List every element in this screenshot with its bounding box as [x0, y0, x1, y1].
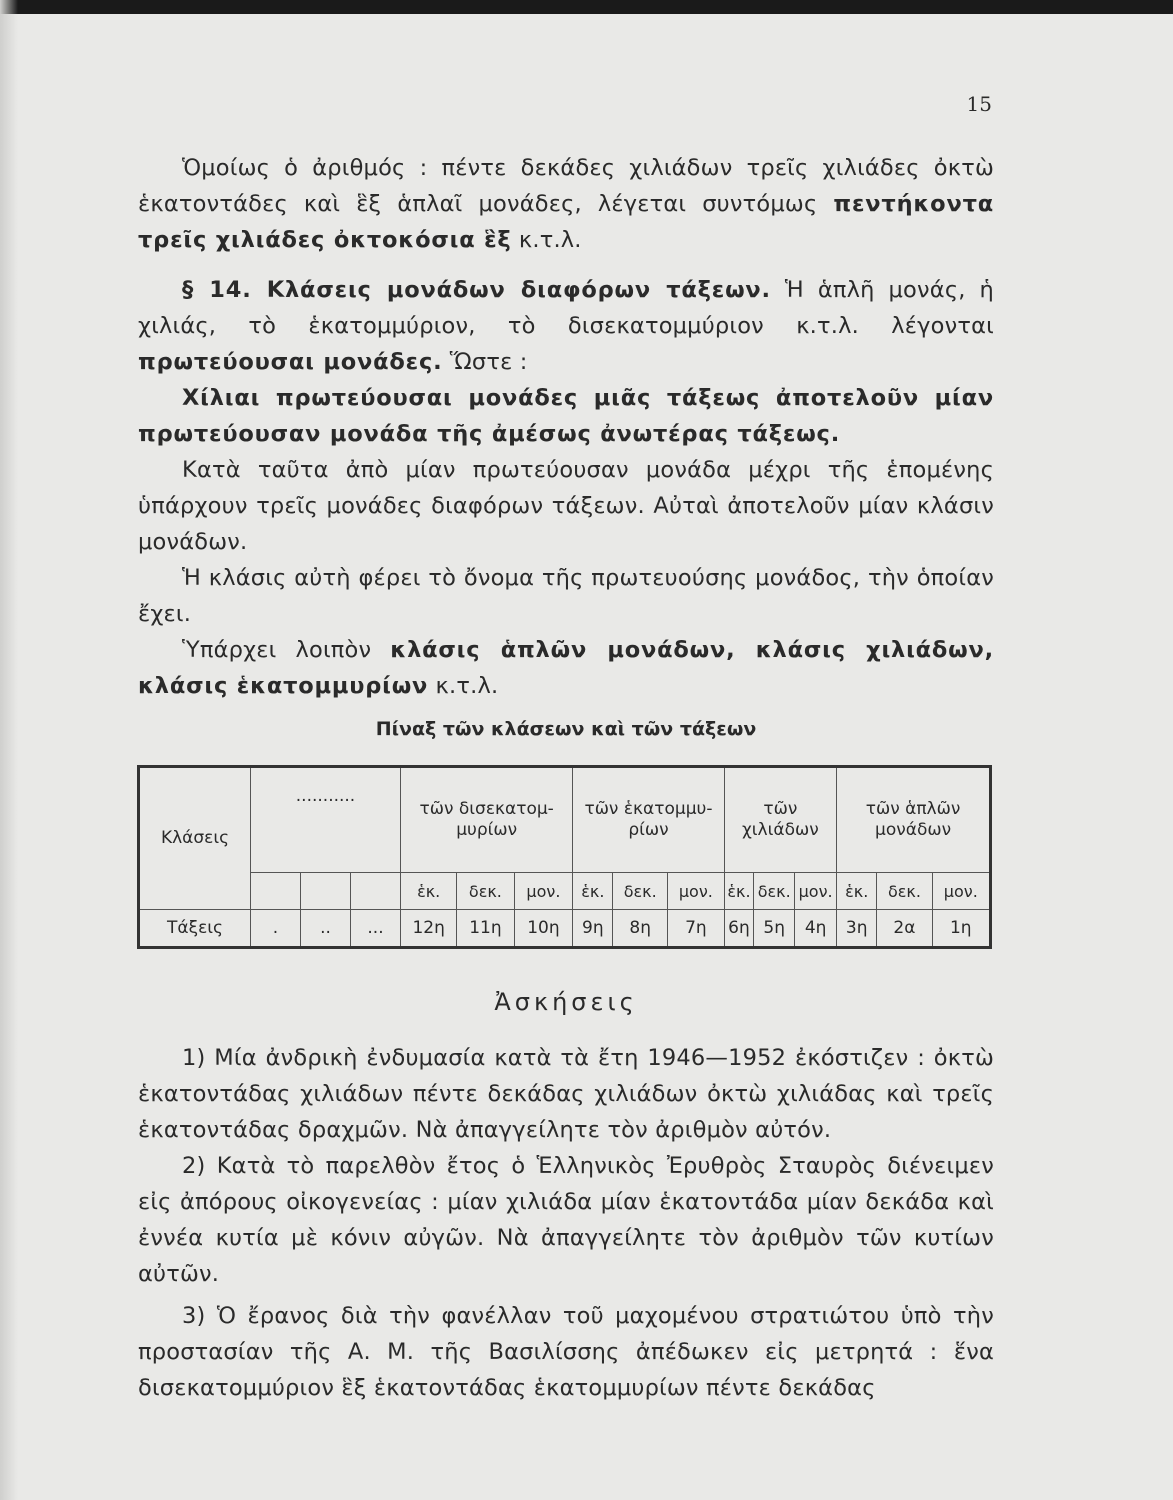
- bold-text: κλάσις ἁπλῶν μονάδων, κλάσις χιλιάδων, κλάσις ἑκατομμυρίων: [138, 637, 994, 699]
- table-caption: Πίναξ τῶν κλάσεων καὶ τῶν τάξεων: [375, 718, 757, 740]
- text-run: Ἡ ἁπλῆ μονάς, ἡ χιλιάς, τὸ ἑκατομμύριον, τὸ δισεκατομμύριον κ.τ.λ. λέγονται: [138, 277, 994, 339]
- table-orders-row: [139, 910, 991, 948]
- classes-orders-table: [137, 765, 992, 949]
- subhead-cell: μον.: [514, 873, 573, 910]
- text-run: Ἡ κλάσις αὐτὴ φέρει τὸ ὄνομα τῆς πρωτευούσης μονάδος, τὴν ὁποίαν ἔχει.: [138, 565, 994, 627]
- exercise-1: 1) Μία ἀνδρικὴ ἐνδυμασία κατὰ τὰ ἔτη 1946—1952 ἐκόστιζεν : ὀκτὼ ἑκατοντάδας χιλιάδων πέντε δεκάδας χιλιάδων ὀκτὼ χιλιάδας καὶ τρεῖς ἑκατοντάδας δραχμῶν. Νὰ ἀπαγγείλητε τὸν ἀριθμὸν αὐτόν.: [138, 1045, 994, 1143]
- subhead-cell: ἑκ.: [573, 873, 613, 910]
- class-millions: τῶν ἑκατομμυ- ρίων: [573, 767, 724, 873]
- order-cell: 5η: [754, 910, 795, 948]
- order-cell: 10η: [514, 910, 573, 948]
- text-run: κ.τ.λ.: [428, 673, 499, 699]
- blank-cell: [351, 873, 401, 910]
- order-cell: 7η: [668, 910, 724, 948]
- order-cell: 9η: [573, 910, 613, 948]
- row-label-classes: Κλάσεις: [139, 767, 251, 910]
- table-header-row: [139, 767, 991, 873]
- body-text-top: [138, 150, 994, 704]
- subhead-cell: μον.: [668, 873, 724, 910]
- paragraph-4: [138, 452, 994, 560]
- row-label-orders: Τάξεις: [139, 910, 251, 948]
- class-billions: τῶν δισεκατομ- μυρίων: [401, 767, 573, 873]
- order-cell: 11η: [457, 910, 514, 948]
- text-run: Ὁμοίως ὁ ἀριθμός : πέντε δεκάδες χιλιάδων τρεῖς χιλιάδες ὀκτὼ ἑκατοντάδες καὶ ἓξ ἁπλαῖ μονάδες, λέγεται συντόμως: [138, 155, 994, 217]
- bold-text: πεντήκοντα τρεῖς χιλιάδες ὀκτοκόσια ἓξ: [138, 191, 994, 253]
- paragraph-5: [138, 560, 994, 632]
- table-subheader-row: [139, 873, 991, 910]
- scan-top-edge: [0, 0, 1173, 14]
- blank-cell: [251, 873, 301, 910]
- dots-cell: .: [251, 910, 301, 948]
- order-cell: 4η: [795, 910, 837, 948]
- order-cell: 6η: [724, 910, 754, 948]
- text-run: Κατὰ ταῦτα ἀπὸ μίαν πρωτεύουσαν μονάδα μέχρι τῆς ἑπομένης ὑπάρχουν τρεῖς μονάδες διαφόρων τάξεων. Αὐταὶ ἀποτελοῦν μίαν κλάσιν μονάδων.: [138, 457, 994, 555]
- paragraph-6: [138, 632, 994, 704]
- section-14-heading-paragraph: [138, 272, 994, 380]
- classes-dots-cell: ...........: [251, 767, 401, 873]
- class-thousands: τῶν χιλιάδων: [724, 767, 837, 873]
- bold-text: Χίλιαι πρωτεύουσαι μονάδες μιᾶς τάξεως ἀποτελοῦν μίαν πρωτεύουσαν μονάδα τῆς ἀμέσως ἀνωτέρας τάξεως.: [138, 385, 994, 447]
- dots-cell: ..: [301, 910, 351, 948]
- dots-cell: ...: [351, 910, 401, 948]
- subhead-cell: μον.: [932, 873, 990, 910]
- exercise-3: 3) Ὁ ἔρανος διὰ τὴν φανέλλαν τοῦ μαχομένου στρατιώτου ὑπὸ τὴν προστασίαν τῆς Α. Μ. τῆς Βασιλίσσης ἀπέδωκεν εἰς μετρητά : ἕνα δισεκατομμύριον ἓξ ἑκατοντάδας ἑκατομμυρίων πέντε δεκάδας: [138, 1303, 994, 1401]
- exercises-heading: Ἀσκήσεις: [494, 988, 638, 1016]
- order-cell: 8η: [613, 910, 668, 948]
- subhead-cell: μον.: [795, 873, 837, 910]
- scan-left-shadow: [0, 0, 18, 1500]
- text-run: Ὥστε :: [442, 349, 528, 375]
- blank-cell: [301, 873, 351, 910]
- page-number: 15: [966, 92, 992, 116]
- subhead-cell: ἑκ.: [401, 873, 457, 910]
- subhead-cell: ἑκ.: [837, 873, 877, 910]
- subhead-cell: δεκ.: [877, 873, 932, 910]
- subhead-cell: δεκ.: [613, 873, 668, 910]
- order-cell: 12η: [401, 910, 457, 948]
- bold-text: πρωτεύουσαι μονάδες.: [138, 349, 443, 375]
- order-cell: 3η: [837, 910, 877, 948]
- paragraph-1: [138, 150, 994, 258]
- exercises-list: [138, 1040, 994, 1406]
- subhead-cell: δεκ.: [754, 873, 795, 910]
- subhead-cell: δεκ.: [457, 873, 514, 910]
- subhead-cell: ἑκ.: [724, 873, 754, 910]
- class-units: τῶν ἁπλῶν μονάδων: [837, 767, 991, 873]
- text-run: Ὑπάρχει λοιπὸν: [182, 637, 391, 663]
- exercise-2: 2) Κατὰ τὸ παρελθὸν ἔτος ὁ Ἑλληνικὸς Ἐρυθρὸς Σταυρὸς διένειμεν εἰς ἀπόρους οἰκογενείας : μίαν χιλιάδα μίαν ἑκατοντάδα μίαν δεκάδα καὶ ἐννέα κυτία μὲ κόνιν αὐγῶν. Νὰ ἀπαγγείλητε τὸν ἀριθμὸν τῶν κυτίων αὐτῶν.: [138, 1153, 994, 1287]
- order-cell: 1η: [932, 910, 990, 948]
- text-run: κ.τ.λ.: [511, 227, 582, 253]
- bold-text: § 14. Κλάσεις μονάδων διαφόρων τάξεων.: [182, 277, 771, 303]
- order-cell: 2α: [877, 910, 932, 948]
- rule-statement: [138, 380, 994, 452]
